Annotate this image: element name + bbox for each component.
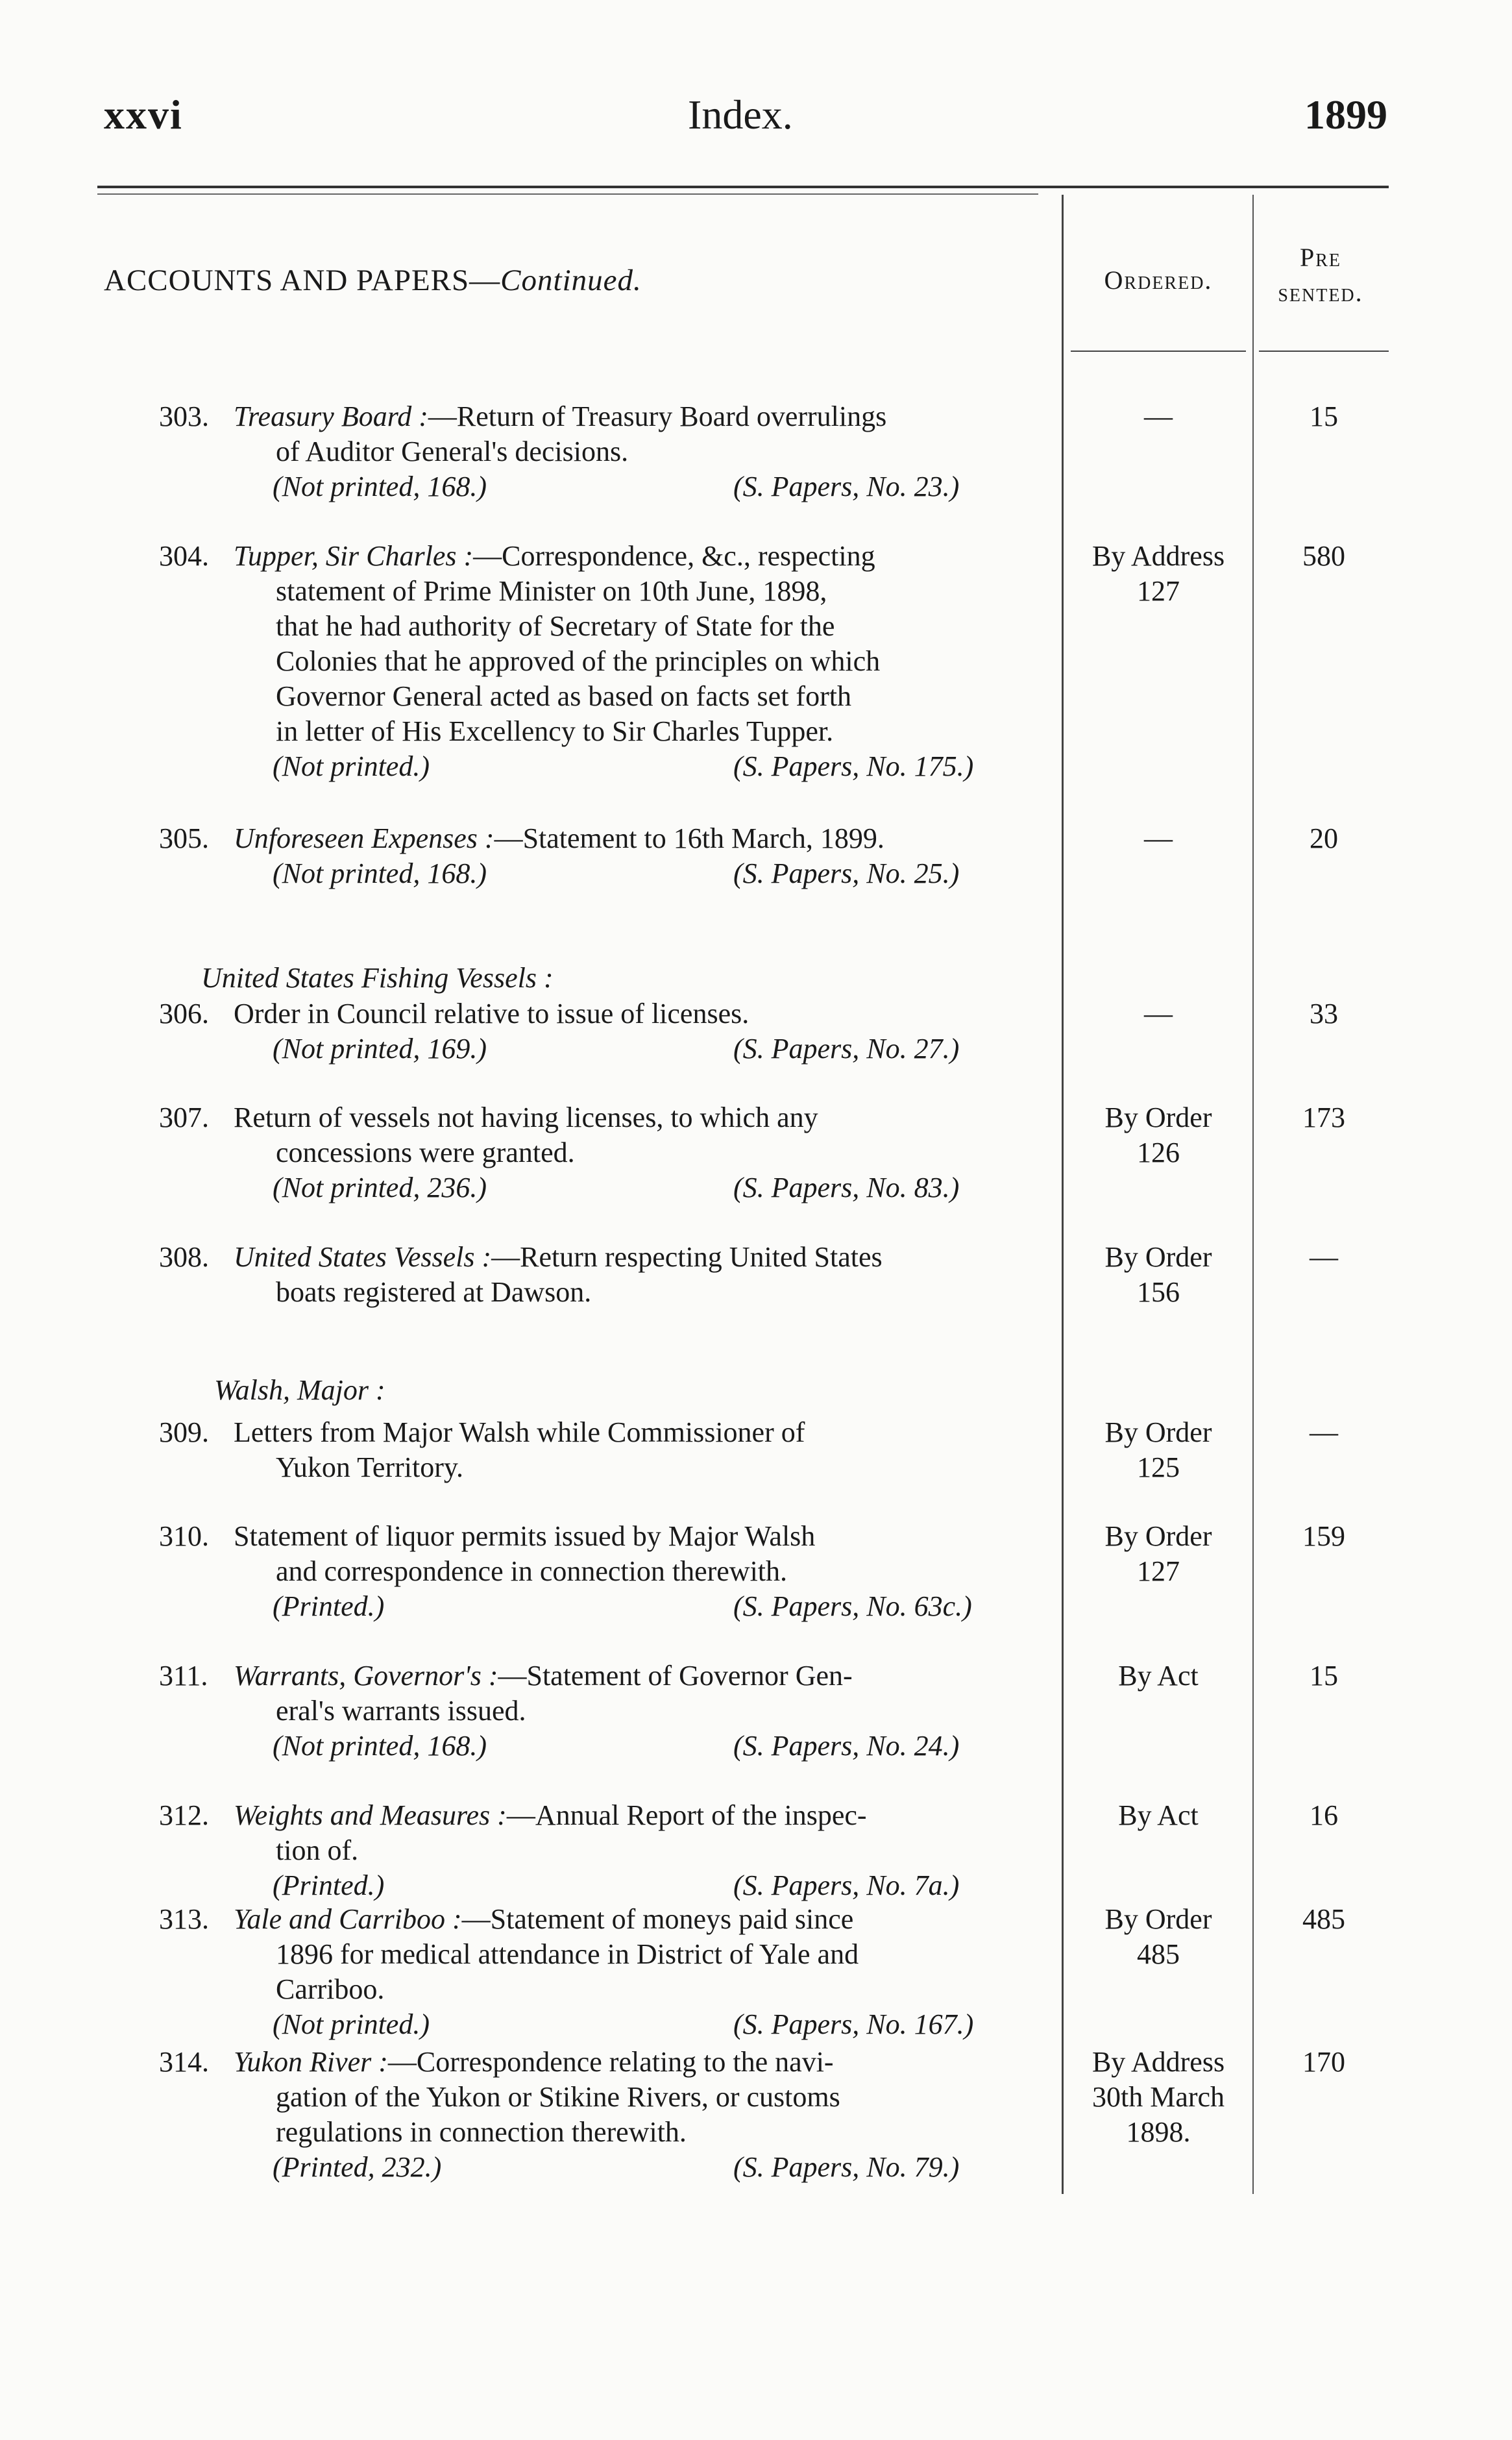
entry-ordered xyxy=(1067,2045,1249,2150)
page-title: Index. xyxy=(688,92,793,138)
entry-subject: Warrants, Governor's : xyxy=(234,1660,498,1692)
entry-subject: Tupper, Sir Charles : xyxy=(234,540,474,572)
entry-subject: Weights and Measures : xyxy=(234,1799,507,1831)
entry-subject: United States Vessels : xyxy=(234,1241,492,1273)
entry-reference xyxy=(234,856,1058,891)
entry-text: Colonies that he approved of the principles on which xyxy=(276,645,881,677)
entry-text: Governor General acted as based on facts set forth xyxy=(276,680,851,712)
entry-line xyxy=(234,1937,1058,1972)
entry-line xyxy=(234,1658,1058,1694)
entry-body xyxy=(234,1240,1058,1310)
subhead-us-fishing: United States Fishing Vessels : xyxy=(201,962,554,994)
entry-text: —Return respecting United States xyxy=(491,1241,883,1273)
entry-body xyxy=(234,399,1058,504)
entry-text: statement of Prime Minister on 10th June, 1898, xyxy=(276,575,827,607)
entry-presented: 173 xyxy=(1302,1102,1345,1133)
entry-presented: 159 xyxy=(1302,1520,1345,1552)
entry-reference xyxy=(234,749,1058,784)
entry-ordered xyxy=(1067,1519,1249,1589)
entry-reference xyxy=(234,1868,1058,1903)
entry-printed-note: (Not printed.) xyxy=(273,750,430,782)
entry-printed-note: (Printed, 232.) xyxy=(273,2151,442,2183)
entry-line xyxy=(234,609,1058,644)
entry-ordered xyxy=(1067,1100,1249,1170)
entry-body xyxy=(234,1519,1058,1624)
entry-number: 305. xyxy=(159,822,209,854)
entry-text: and correspondence in connection therewith. xyxy=(276,1555,788,1587)
entry-ordered xyxy=(1067,539,1249,609)
entry-printed-note: (Printed.) xyxy=(273,1869,385,1901)
entry-body xyxy=(234,539,1058,784)
entry-line xyxy=(234,1275,1058,1310)
entry-line xyxy=(234,1554,1058,1589)
entry-number: 313. xyxy=(159,1903,209,1935)
entry-text: gation of the Yukon or Stikine Rivers, or customs xyxy=(276,2081,840,2113)
entry-ordered-line: By Order xyxy=(1104,1520,1212,1552)
entry-body xyxy=(234,1415,1058,1485)
entry-ordered-line: By Order xyxy=(1104,1903,1212,1935)
entry-ordered-line: — xyxy=(1144,401,1173,432)
entry-text: —Statement to 16th March, 1899. xyxy=(494,822,884,854)
entry-ordered xyxy=(1067,1240,1249,1310)
entry-number: 308. xyxy=(159,1241,209,1273)
entry-line xyxy=(234,1902,1058,1937)
entry-sessional-paper: (S. Papers, No. 27.) xyxy=(733,1033,960,1065)
entry-ordered-line: By Act xyxy=(1118,1799,1199,1831)
page-year: 1899 xyxy=(1304,92,1387,138)
entry-reference xyxy=(234,1031,1058,1066)
entry-line xyxy=(234,574,1058,609)
entry-reference xyxy=(234,1729,1058,1764)
entry-line xyxy=(234,539,1058,574)
entry-sessional-paper: (S. Papers, No. 23.) xyxy=(733,471,960,502)
entry-line xyxy=(234,644,1058,679)
entry-number: 303. xyxy=(159,401,209,432)
entry-text: of Auditor General's decisions. xyxy=(276,436,629,467)
entry-presented: 20 xyxy=(1310,822,1338,854)
entry-ordered xyxy=(1067,821,1249,856)
entry-sessional-paper: (S. Papers, No. 175.) xyxy=(733,750,974,782)
entry-text: —Statement of moneys paid since xyxy=(461,1903,854,1935)
entry-ordered-line: 30th March xyxy=(1091,2081,1225,2113)
page-number: xxvi xyxy=(104,92,183,138)
entry-line xyxy=(234,1135,1058,1170)
entry-text: regulations in connection therewith. xyxy=(276,2116,687,2148)
entry-text: —Statement of Governor Gen- xyxy=(498,1660,853,1692)
entry-body xyxy=(234,2045,1058,2185)
entry-text: —Annual Report of the inspec- xyxy=(506,1799,867,1831)
entry-line xyxy=(234,1240,1058,1275)
entry-number: 312. xyxy=(159,1799,209,1831)
entry-body xyxy=(234,1658,1058,1764)
entry-ordered-line: — xyxy=(1144,998,1173,1029)
entry-ordered-line: By Order xyxy=(1104,1102,1212,1133)
entry-line xyxy=(234,821,1058,856)
entry-sessional-paper: (S. Papers, No. 167.) xyxy=(733,2008,974,2040)
entry-presented: 15 xyxy=(1310,401,1338,432)
entry-text: Statement of liquor permits issued by Major Walsh xyxy=(234,1520,816,1552)
entry-ordered-line: 485 xyxy=(1137,1938,1180,1970)
entry-line xyxy=(234,679,1058,714)
entry-subject: Unforeseen Expenses : xyxy=(234,822,494,854)
entry-text: Return of vessels not having licenses, to which any xyxy=(234,1102,818,1133)
entry-body xyxy=(234,996,1058,1066)
entry-sessional-paper: (S. Papers, No. 24.) xyxy=(733,1730,960,1762)
entry-reference xyxy=(234,2007,1058,2042)
entry-printed-note: (Not printed, 169.) xyxy=(273,1033,487,1065)
entry-presented: 170 xyxy=(1302,2046,1345,2078)
entry-number: 314. xyxy=(159,2046,209,2078)
entry-presented: 15 xyxy=(1310,1660,1338,1692)
entry-printed-note: (Not printed, 168.) xyxy=(273,1730,487,1762)
entry-text: 1896 for medical attendance in District of Yale and xyxy=(276,1938,859,1970)
entry-presented: 485 xyxy=(1302,1903,1345,1935)
entry-body xyxy=(234,1100,1058,1205)
entry-line xyxy=(234,2115,1058,2150)
entry-reference xyxy=(234,2150,1058,2185)
entry-number: 306. xyxy=(159,998,209,1029)
entry-text: tion of. xyxy=(276,1834,359,1866)
column-header-presented-1: Pre xyxy=(1299,243,1342,272)
entry-text: that he had authority of Secretary of State for the xyxy=(276,610,835,642)
entry-ordered xyxy=(1067,1658,1249,1694)
entry-printed-note: (Not printed, 168.) xyxy=(273,471,487,502)
entry-subject: Yukon River : xyxy=(234,2046,388,2078)
entry-printed-note: (Printed.) xyxy=(273,1590,385,1622)
entry-line xyxy=(234,1100,1058,1135)
entry-number: 304. xyxy=(159,540,209,572)
entry-presented: 16 xyxy=(1310,1799,1338,1831)
entry-ordered-line: 126 xyxy=(1137,1137,1180,1168)
entry-text: —Return of Treasury Board overrulings xyxy=(428,401,887,432)
entry-line xyxy=(234,1450,1058,1485)
entry-line xyxy=(234,1519,1058,1554)
entry-text: concessions were granted. xyxy=(276,1137,575,1168)
entry-ordered-line: 125 xyxy=(1137,1451,1180,1483)
entry-ordered-line: 1898. xyxy=(1126,2116,1191,2148)
entry-text: —Correspondence relating to the navi- xyxy=(387,2046,834,2078)
entry-sessional-paper: (S. Papers, No. 79.) xyxy=(733,2151,960,2183)
entry-presented: — xyxy=(1310,1241,1338,1273)
entry-text: Yukon Territory. xyxy=(276,1451,463,1483)
entry-line xyxy=(234,1694,1058,1729)
entry-ordered-line: By Order xyxy=(1104,1241,1212,1273)
entry-presented: 33 xyxy=(1310,998,1338,1029)
entry-line xyxy=(234,1798,1058,1833)
entry-text: boats registered at Dawson. xyxy=(276,1276,592,1308)
entry-printed-note: (Not printed.) xyxy=(273,2008,430,2040)
entry-ordered-line: — xyxy=(1144,822,1173,854)
entry-ordered xyxy=(1067,1902,1249,1972)
entry-ordered-line: By Address xyxy=(1091,540,1225,572)
entry-line xyxy=(234,399,1058,434)
entry-body xyxy=(234,1798,1058,1903)
entry-line xyxy=(234,434,1058,469)
entry-ordered-line: By Act xyxy=(1118,1660,1199,1692)
entry-ordered-line: 127 xyxy=(1137,1555,1180,1587)
entry-line xyxy=(234,714,1058,749)
entry-body xyxy=(234,1902,1058,2042)
entry-sessional-paper: (S. Papers, No. 25.) xyxy=(733,857,960,889)
entry-line xyxy=(234,1415,1058,1450)
column-header-ordered: Ordered. xyxy=(1104,265,1213,295)
entry-ordered xyxy=(1067,1415,1249,1485)
entry-subject: Treasury Board : xyxy=(234,401,428,432)
entry-line xyxy=(234,2045,1058,2080)
entry-sessional-paper: (S. Papers, No. 7a.) xyxy=(733,1869,960,1901)
entry-subject: Yale and Carriboo : xyxy=(234,1903,462,1935)
entry-line xyxy=(234,2080,1058,2115)
entry-ordered-line: By Address xyxy=(1091,2046,1225,2078)
entry-number: 311. xyxy=(159,1660,208,1692)
entry-text: eral's warrants issued. xyxy=(276,1695,526,1727)
section-title-text: ACCOUNTS AND PAPERS— xyxy=(104,264,501,297)
entry-ordered-line: By Order xyxy=(1104,1416,1212,1448)
entry-line xyxy=(234,1833,1058,1868)
column-header-presented-2: sented. xyxy=(1278,278,1363,307)
entry-ordered xyxy=(1067,1798,1249,1833)
entry-sessional-paper: (S. Papers, No. 83.) xyxy=(733,1172,960,1203)
entry-sessional-paper: (S. Papers, No. 63c.) xyxy=(733,1590,972,1622)
entry-body xyxy=(234,821,1058,891)
entry-ordered-line: 156 xyxy=(1137,1276,1180,1308)
subhead-walsh: Walsh, Major : xyxy=(214,1374,385,1406)
entry-printed-note: (Not printed, 236.) xyxy=(273,1172,487,1203)
entry-reference xyxy=(234,1589,1058,1624)
entry-number: 307. xyxy=(159,1102,209,1133)
entry-text: Order in Council relative to issue of licenses. xyxy=(234,998,750,1029)
entry-presented: 580 xyxy=(1302,540,1345,572)
entry-number: 309. xyxy=(159,1416,209,1448)
entry-reference xyxy=(234,469,1058,504)
entry-line xyxy=(234,1972,1058,2007)
entry-text: —Correspondence, &c., respecting xyxy=(473,540,875,572)
entry-ordered xyxy=(1067,399,1249,434)
entry-text: Letters from Major Walsh while Commissioner of xyxy=(234,1416,805,1448)
entry-text: in letter of His Excellency to Sir Charles Tupper. xyxy=(276,715,834,747)
entry-ordered-line: 127 xyxy=(1137,575,1180,607)
entry-ordered xyxy=(1067,996,1249,1031)
entry-reference xyxy=(234,1170,1058,1205)
entry-line xyxy=(234,996,1058,1031)
entry-printed-note: (Not printed, 168.) xyxy=(273,857,487,889)
section-title-continued: Continued. xyxy=(500,264,642,297)
entry-text: Carriboo. xyxy=(276,1973,385,2005)
entry-number: 310. xyxy=(159,1520,209,1552)
entry-presented: — xyxy=(1310,1416,1338,1448)
